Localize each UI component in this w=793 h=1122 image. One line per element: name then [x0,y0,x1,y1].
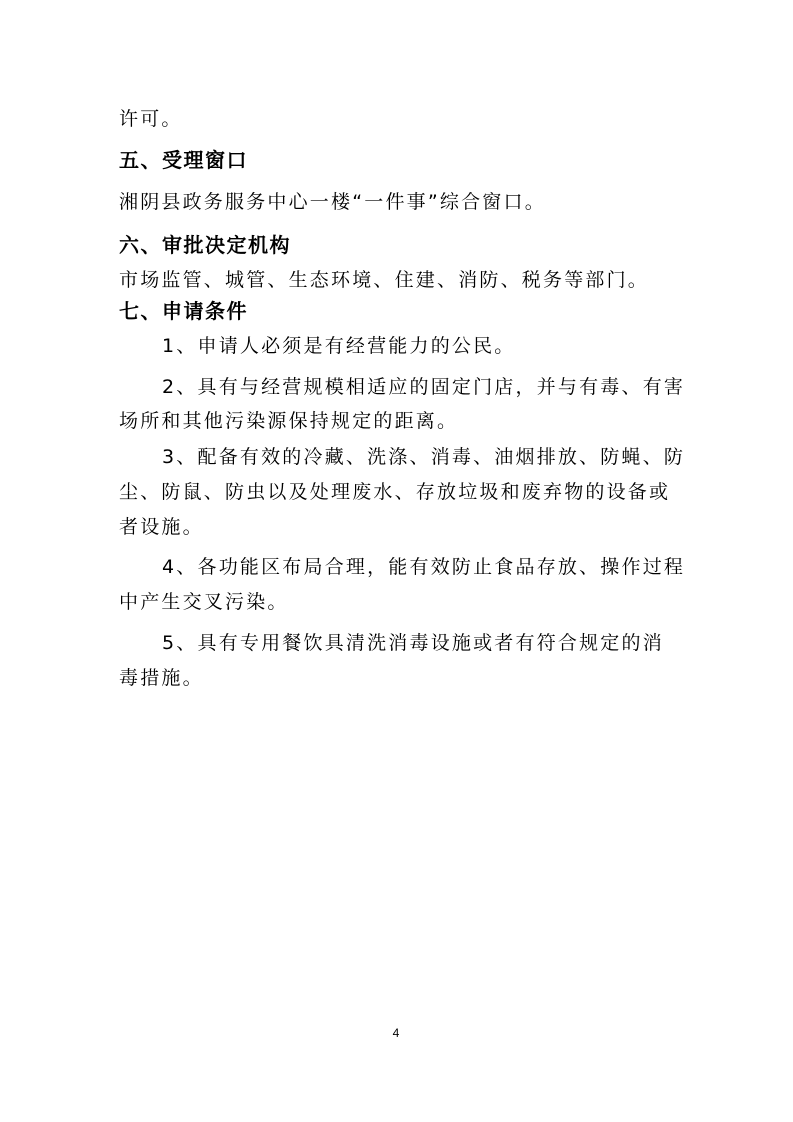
condition-item-3-line-3: 者设施。 [119,516,204,538]
section-heading-application-conditions: 七、申请条件 [119,299,248,323]
condition-item-1-line-1: 1、申请人必须是有经营能力的公民。 [162,335,516,357]
page-number: 4 [392,1026,400,1040]
continued-text: 许可。 [119,108,183,130]
section-heading-acceptance-window: 五、受理窗口 [119,148,248,172]
condition-item-5-line-2: 毒措施。 [119,667,204,689]
condition-item-3-line-2: 尘、防鼠、防虫以及处理废水、存放垃圾和废弃物的设备或 [119,481,671,503]
condition-item-4-line-1: 4、各功能区布局合理，能有效防止食品存放、操作过程 [162,556,686,578]
condition-item-4-line-2: 中产生交叉污染。 [119,591,289,613]
condition-item-5-line-1: 5、具有专用餐饮具清洗消毒设施或者有符合规定的消 [162,632,664,654]
condition-item-2-line-1: 2、具有与经营规模相适应的固定门店，并与有毒、有害 [162,376,686,398]
condition-item-2-line-2: 场所和其他污染源保持规定的距离。 [119,410,459,432]
approval-authority-text: 市场监管、城管、生态环境、住建、消防、税务等部门。 [119,269,650,291]
condition-item-3-line-1: 3、配备有效的冷藏、洗涤、消毒、油烟排放、防蝇、防 [162,446,686,468]
section-heading-approval-authority: 六、审批决定机构 [119,233,291,257]
acceptance-window-text: 湘阴县政务服务中心一楼“一件事”综合窗口。 [119,191,546,213]
